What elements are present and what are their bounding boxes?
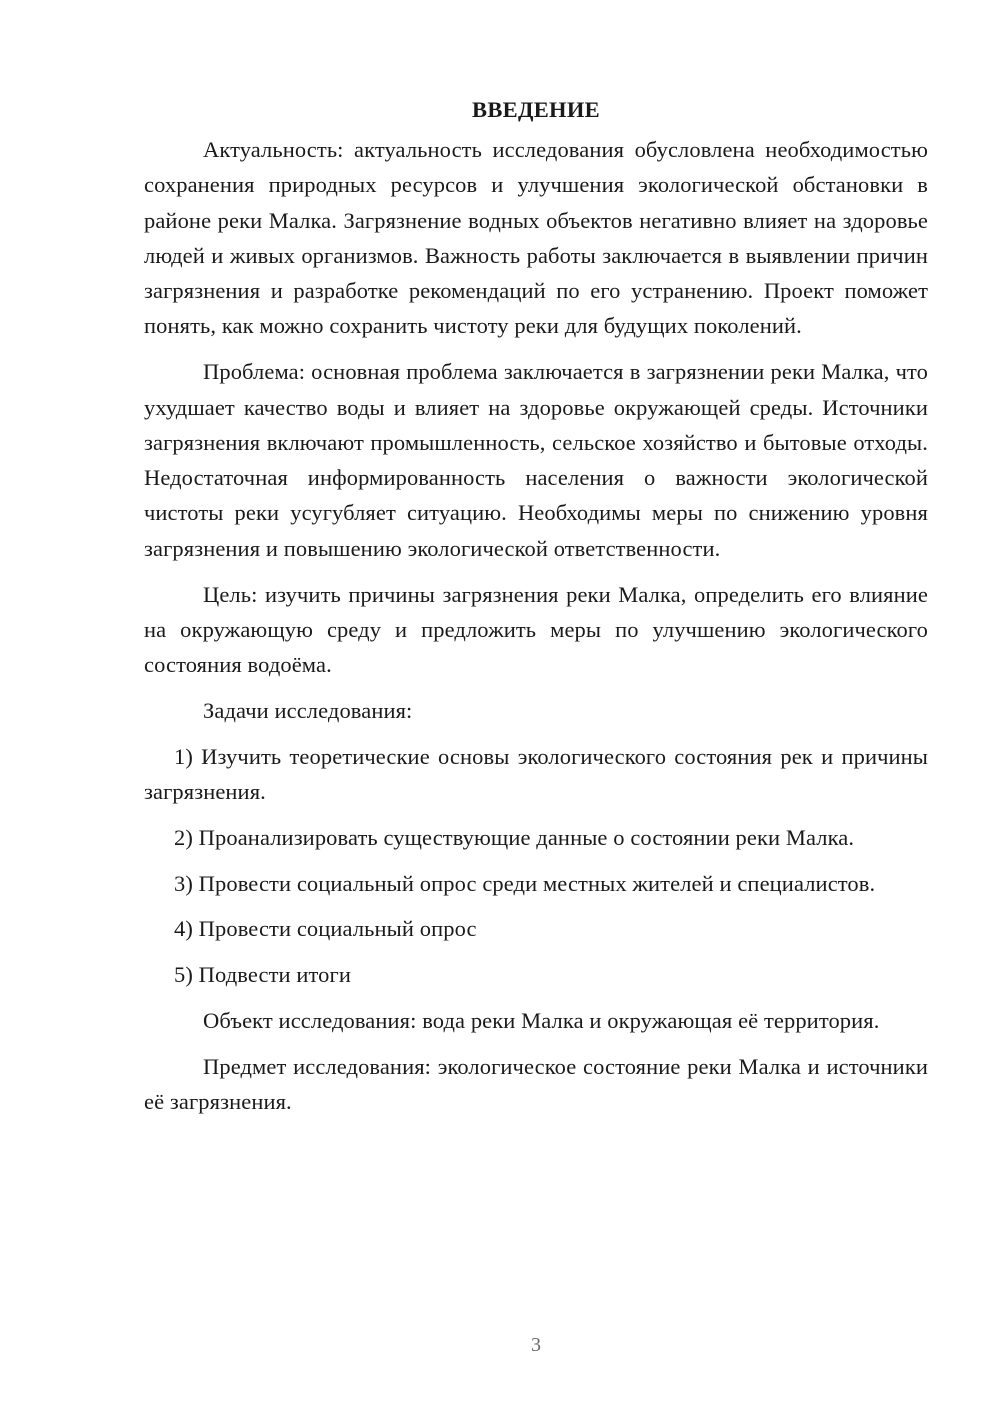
- task-item-1: 1) Изучить теоретические основы экологического состояния рек и причины загрязнения.: [144, 743, 928, 805]
- task-item-5: 5) Подвести итоги: [174, 962, 351, 988]
- paragraph-subject: Предмет исследования: экологическое состояние реки Малка и источники её загрязнения.: [144, 1053, 928, 1115]
- task-item-3: 3) Провести социальный опрос среди местных жителей и специалистов.: [174, 870, 876, 896]
- page-number: 3: [530, 1334, 542, 1356]
- paragraph-goal: Цель: изучить причины загрязнения реки Малка, определить его влияние на окружающую среду и предложить меры по улучшению экологического состояния водоёма.: [144, 581, 928, 678]
- tasks-title: Задачи исследования:: [203, 697, 413, 723]
- paragraph-relevance: Актуальность: актуальность исследования обусловлена необходимостью сохранения природных ресурсов и улучшения экологической обстановки в районе реки Малка. Загрязнение водных объектов негативно влияет на здоровье людей и живых организмов. Важность работы заключается в выявлении причин загрязнения и разработке рекомендаций по его устранению. Проект поможет понять, как можно сохранить чистоту реки для будущих поколений.: [144, 137, 928, 339]
- paragraph-object: Объект исследования: вода реки Малка и окружающая её территория.: [203, 1008, 880, 1034]
- page-content: [144, 92, 928, 1130]
- task-item-2: 2) Проанализировать существующие данные о состоянии реки Малка.: [174, 824, 855, 850]
- task-item-4: 4) Провести социальный опрос: [174, 916, 477, 942]
- section-heading: ВВЕДЕНИЕ: [472, 97, 600, 122]
- paragraph-problem: Проблема: основная проблема заключается в загрязнении реки Малка, что ухудшает качество воды и влияет на здоровье окружающей среды. Источники загрязнения включают промышленность, сельское хозяйство и бытовые отходы. Недостаточная информированность населения о важности экологической чистоты реки усугубляет ситуацию. Необходимы меры по снижению уровня загрязнения и повышению экологической ответственности.: [144, 359, 928, 561]
